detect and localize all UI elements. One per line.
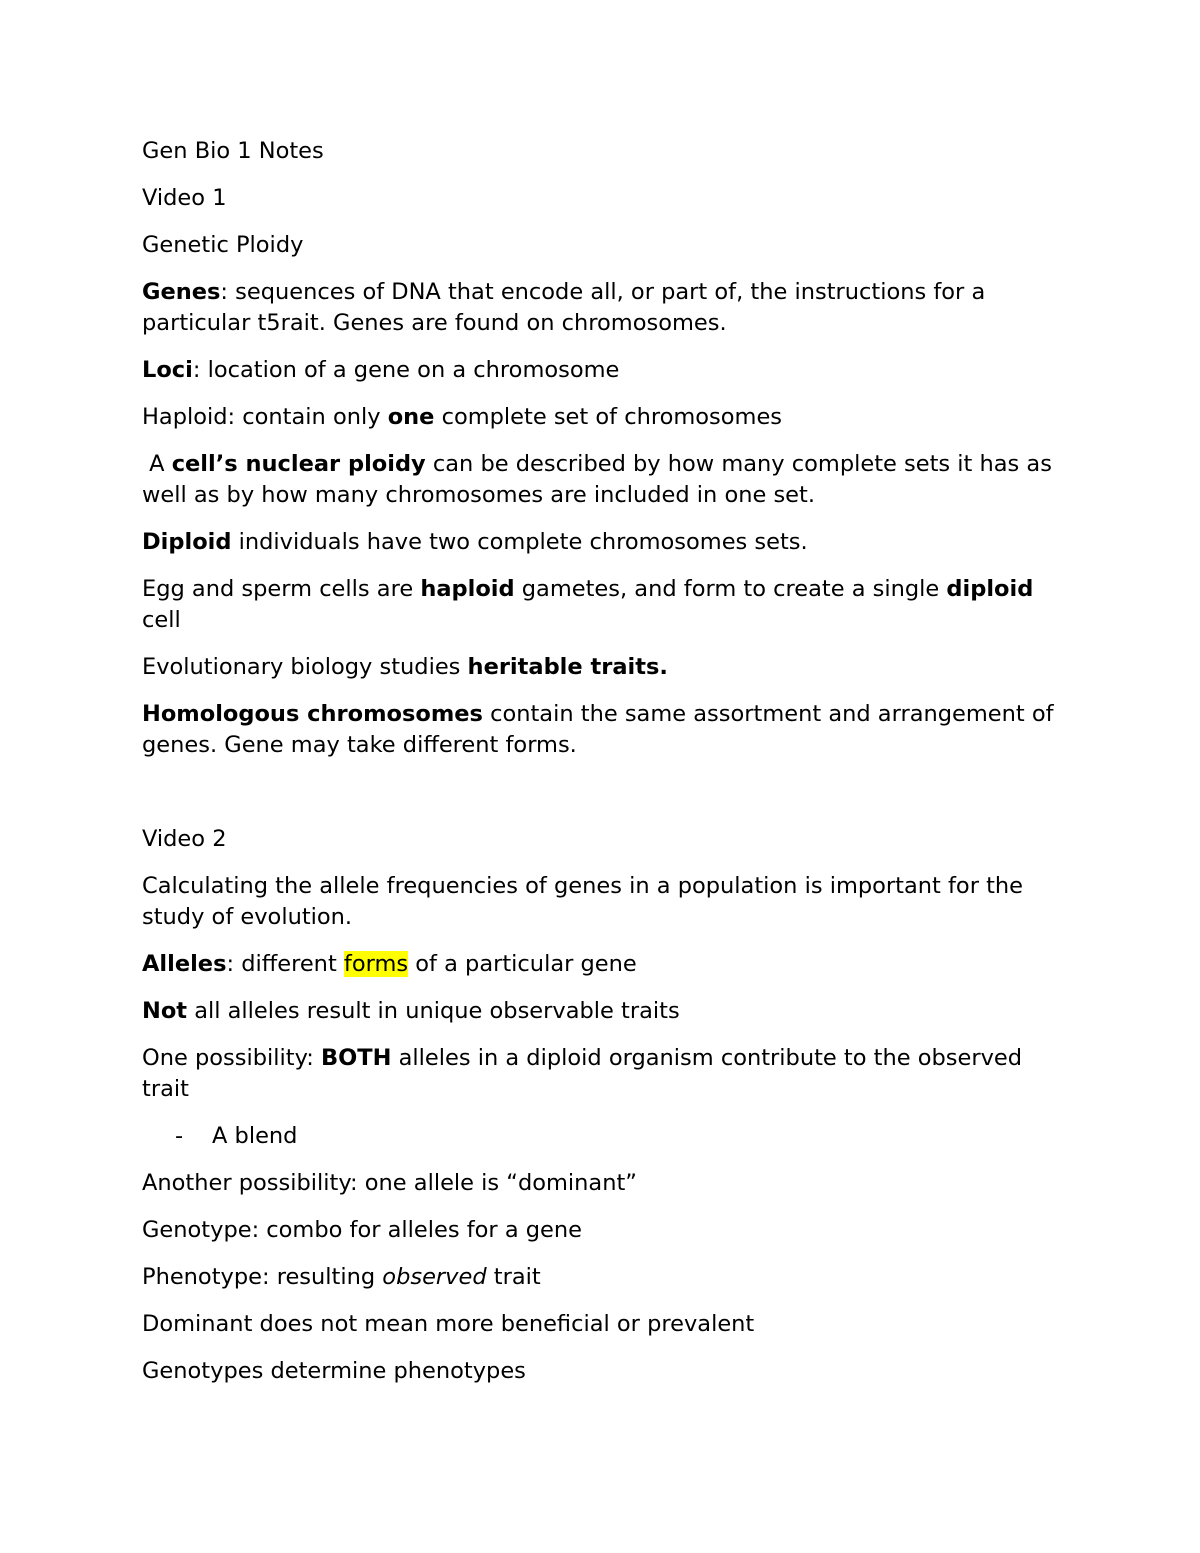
list-item bbox=[142, 1121, 1067, 1152]
loci-definition: : location of a gene on a chromosome bbox=[192, 357, 620, 383]
genes-paragraph bbox=[142, 277, 1067, 339]
alleles-paragraph bbox=[142, 949, 1067, 980]
possibility1-post: alleles in a diploid organism contribute to the observed trait bbox=[142, 1045, 1023, 1102]
dominant-paragraph: Dominant does not mean more beneficial or prevalent bbox=[142, 1311, 755, 1337]
loci-paragraph bbox=[142, 355, 1067, 386]
ploidy-term: cell’s nuclear ploidy bbox=[171, 451, 426, 477]
phenotype-post: trait bbox=[486, 1264, 541, 1290]
genes-term: Genes bbox=[142, 279, 221, 305]
not-all-text: all alleles result in unique observable traits bbox=[187, 998, 680, 1024]
section-spacer bbox=[142, 777, 1067, 824]
ploidy-paragraph bbox=[142, 449, 1067, 511]
not-all-paragraph bbox=[142, 996, 1067, 1027]
phenotype-paragraph bbox=[142, 1262, 1067, 1293]
ploidy-pre: A bbox=[142, 451, 172, 477]
bullet-dash: - bbox=[175, 1123, 184, 1149]
gametes-term-haploid: haploid bbox=[420, 576, 515, 602]
haploid-emphasis: one bbox=[387, 404, 435, 430]
homologous-term: Homologous chromosomes bbox=[142, 701, 483, 727]
diploid-term: Diploid bbox=[142, 529, 232, 555]
homologous-definition: contain the same assortment and arrangement of genes. Gene may take different forms. bbox=[142, 701, 1054, 758]
video1-heading: Video 1 bbox=[142, 185, 227, 211]
phenotype-pre: Phenotype: resulting bbox=[142, 1264, 383, 1290]
haploid-post: complete set of chromosomes bbox=[434, 404, 783, 430]
genotype-paragraph: Genotype: combo for alleles for a gene bbox=[142, 1217, 583, 1243]
gametes-pre: Egg and sperm cells are bbox=[142, 576, 421, 602]
not-term: Not bbox=[142, 998, 188, 1024]
possibility1-pre: One possibility: bbox=[142, 1045, 321, 1071]
phenotype-emphasis: observed bbox=[382, 1264, 487, 1290]
evo-term: heritable traits. bbox=[467, 654, 668, 680]
evo-paragraph bbox=[142, 652, 1067, 683]
alleles-highlight: forms bbox=[343, 951, 409, 977]
topic-heading: Genetic Ploidy bbox=[142, 232, 304, 258]
possibility1-term: BOTH bbox=[320, 1045, 392, 1071]
genes-definition: : sequences of DNA that encode all, or part of, the instructions for a particular t5rait. Genes are found on chromosomes. bbox=[142, 279, 986, 336]
gametes-mid: gametes, and form to create a single bbox=[514, 576, 947, 602]
intro-paragraph: Calculating the allele frequencies of genes in a population is important for the study of evolution. bbox=[142, 873, 1024, 930]
possibility2-paragraph: Another possibility: one allele is “dominant” bbox=[142, 1170, 637, 1196]
bullet-text: A blend bbox=[212, 1123, 298, 1149]
alleles-post: of a particular gene bbox=[408, 951, 637, 977]
alleles-term: Alleles bbox=[142, 951, 227, 977]
haploid-paragraph bbox=[142, 402, 1067, 433]
gametes-term-diploid: diploid bbox=[946, 576, 1034, 602]
diploid-paragraph bbox=[142, 527, 1067, 558]
possibility1-paragraph bbox=[142, 1043, 1067, 1105]
loci-term: Loci bbox=[142, 357, 193, 383]
gametes-paragraph bbox=[142, 574, 1067, 636]
ploidy-post: can be described by how many complete sets it has as well as by how many chromosomes are included in one set. bbox=[142, 451, 1060, 508]
homologous-paragraph bbox=[142, 699, 1067, 761]
document-page bbox=[142, 136, 1067, 1403]
document-title: Gen Bio 1 Notes bbox=[142, 138, 324, 164]
alleles-pre: : different bbox=[226, 951, 344, 977]
gametes-post: cell bbox=[142, 607, 181, 633]
haploid-pre: Haploid: contain only bbox=[142, 404, 388, 430]
evo-pre: Evolutionary biology studies bbox=[142, 654, 468, 680]
video2-heading: Video 2 bbox=[142, 826, 227, 852]
diploid-definition: individuals have two complete chromosomes sets. bbox=[231, 529, 808, 555]
determine-paragraph: Genotypes determine phenotypes bbox=[142, 1358, 526, 1384]
